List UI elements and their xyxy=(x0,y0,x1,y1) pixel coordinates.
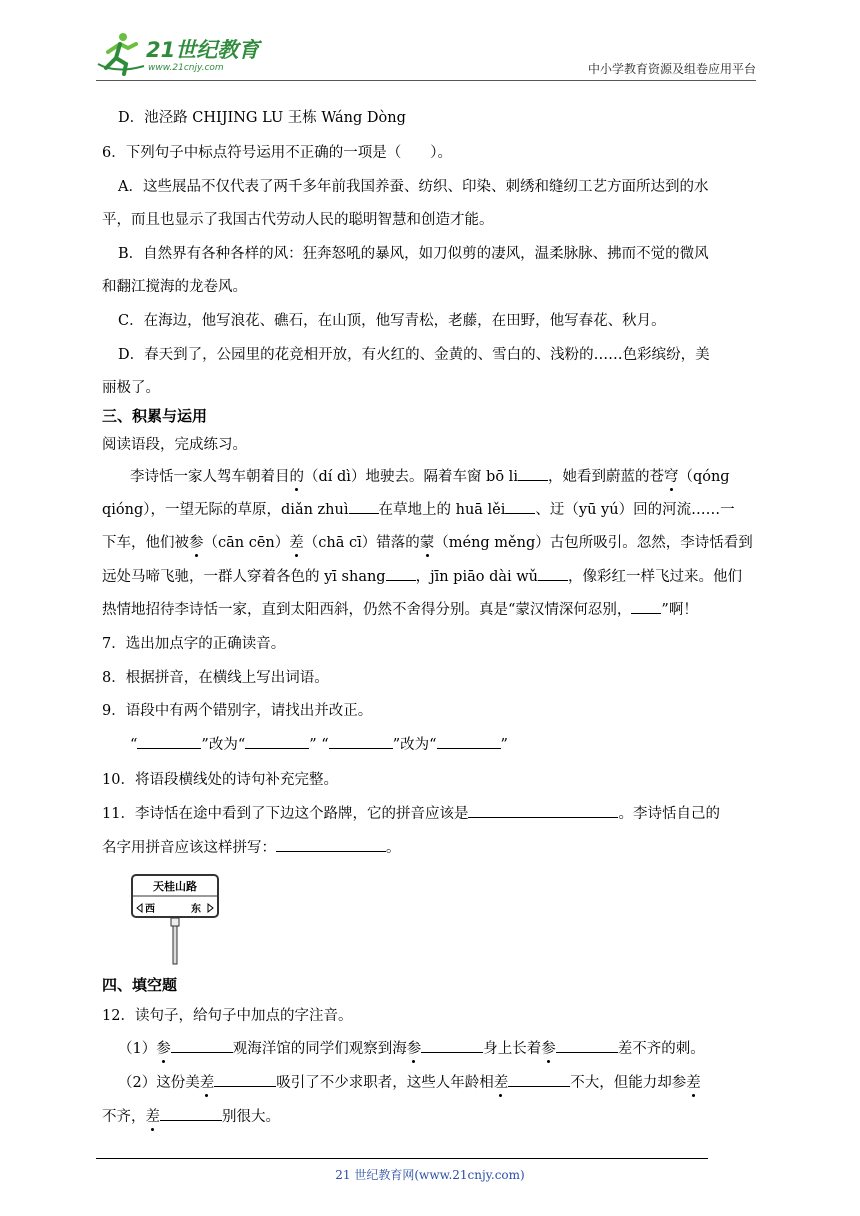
dotted-char: 的 xyxy=(289,469,304,485)
svg-text:21世纪教育: 21世纪教育 xyxy=(146,38,260,62)
option-b-line1: B．自然界有各种各样的风：狂奔怒吼的暴风，如刀似剪的凄风，温柔脉脉、拂而不觉的微风 xyxy=(118,246,709,262)
passage-line-2: qióng），一望无际的草原，diǎn zhuì 在草地上的 huā lěi 、迂（yū yú）回的河流……一 xyxy=(102,498,735,519)
answer-blank[interactable] xyxy=(421,1038,483,1053)
answer-blank[interactable] xyxy=(329,734,393,749)
dotted-char: 差 xyxy=(199,1075,215,1091)
question-6: 6．下列句子中标点符号运用不正确的一项是（ ）。 xyxy=(102,145,452,161)
footer-divider xyxy=(96,1158,708,1159)
answer-blank[interactable] xyxy=(538,566,568,581)
dotted-char: 参 xyxy=(406,1041,422,1057)
answer-blank[interactable] xyxy=(508,1072,570,1087)
reading-intro: 阅读语段，完成练习。 xyxy=(102,437,247,453)
passage-line-3: 下车，他们被参（cān cēn）差（chā cī）错落的蒙（méng měng）古包所吸引。忽然，李诗恬看到 xyxy=(102,535,753,551)
dotted-char: 穹 xyxy=(663,469,679,485)
answer-blank[interactable] xyxy=(386,566,416,581)
question-11-line2: 名字用拼音应该这样拼写： 。 xyxy=(102,836,401,857)
svg-text:www.21cnjy.com: www.21cnjy.com xyxy=(148,63,224,73)
answer-blank[interactable] xyxy=(245,734,309,749)
dotted-char: 差 xyxy=(493,1075,509,1091)
option-d-line2: 丽极了。 xyxy=(102,380,160,396)
dotted-char: 差 xyxy=(686,1075,701,1091)
header-divider xyxy=(96,80,756,81)
answer-blank[interactable] xyxy=(349,499,379,514)
option-c: C．在海边，他写浪花、礁石，在山顶，他写青松，老藤，在田野，他写春花、秋月。 xyxy=(118,313,666,329)
question-11-line1: 11．李诗恬在途中看到了下边这个路牌，它的拼音应该是 。李诗恬自己的 xyxy=(102,802,720,823)
dotted-char: 参 xyxy=(189,535,204,551)
question-7: 7．选出加点字的正确读音。 xyxy=(102,636,286,652)
dotted-char: 差 xyxy=(145,1109,160,1125)
dotted-char: 参 xyxy=(156,1041,171,1057)
dotted-char: 蒙 xyxy=(419,535,435,551)
answer-blank[interactable] xyxy=(468,803,618,818)
option-b-line2: 和翻江搅海的龙卷风。 xyxy=(102,279,247,295)
passage-line-4: 远处马啼飞驰，一群人穿着各色的 yī shang ，jīn piāo dài wǔ ，像彩红一样飞过来。他们 xyxy=(102,565,742,586)
footer-text: 21 世纪教育网(www.21cnjy.com) xyxy=(335,1168,525,1182)
road-sign-east: 东 xyxy=(191,904,201,915)
option-a-line2: 平，而且也显示了我国古代劳动人民的聪明智慧和创造才能。 xyxy=(102,212,494,228)
question-9: 9．语段中有两个错别字，请找出并改正。 xyxy=(102,703,373,719)
platform-label: 中小学教育资源及组卷应用平台 xyxy=(587,62,756,76)
logo xyxy=(96,30,266,76)
answer-blank[interactable] xyxy=(160,1106,222,1121)
answer-blank[interactable] xyxy=(214,1072,276,1087)
question-8: 8．根据拼音，在横线上写出词语。 xyxy=(102,670,329,686)
dotted-char: 差 xyxy=(289,535,304,551)
page-header xyxy=(96,30,756,80)
question-12-sentence-2-cont: 不齐，差 别很大。 xyxy=(102,1105,280,1126)
question-12-sentence-2: （2）这份美差 吸引了不少求职者，这些人年龄相差 不大，但能力却参差 xyxy=(118,1071,701,1092)
answer-blank[interactable] xyxy=(171,1038,233,1053)
passage-line-5: 热情地招待李诗恬一家，直到太阳西斜，仍然不舍得分别。真是“蒙汉情深何忍别， ”啊！ xyxy=(102,598,698,619)
option-a-line1: A．这些展品不仅代表了两千多年前我国养蚕、纺织、印染、刺绣和缝纫工艺方面所达到的水 xyxy=(118,179,709,195)
answer-blank[interactable] xyxy=(276,837,386,852)
question-12: 12．读句子，给句子中加点的字注音。 xyxy=(102,1008,353,1024)
question-10: 10．将语段横线处的诗句补充完整。 xyxy=(102,772,338,788)
option-d-q5: D．池泾路 CHIJING LU 王栋 Wáng Dòng xyxy=(118,110,406,126)
question-12-sentence-1: （1）参 观海洋馆的同学们观察到海参 身上长着参 差不齐的刺。 xyxy=(118,1037,705,1058)
answer-blank[interactable] xyxy=(437,734,501,749)
answer-blank[interactable] xyxy=(518,466,548,481)
section-4-title: 四、填空题 xyxy=(102,976,178,994)
runner-icon xyxy=(98,33,144,74)
passage-line-1: 李诗恬一家人驾车朝着目的（dí dì）地驶去。隔着车窗 bō li ，她看到蔚蓝的苍穹（qónɡ xyxy=(130,465,730,486)
question-9-answer: “ ”改为“ ” “ ”改为“ ” xyxy=(130,733,508,754)
road-sign-image xyxy=(131,874,219,966)
road-sign-west: 西 xyxy=(145,904,155,915)
option-d-line1: D．春天到了，公园里的花竞相开放，有火红的、金黄的、雪白的、浅粉的……色彩缤纷，美 xyxy=(118,347,710,363)
road-sign-title: 天桂山路 xyxy=(153,880,197,893)
dotted-char: 参 xyxy=(541,1041,556,1057)
answer-blank[interactable] xyxy=(556,1038,618,1053)
section-3-title: 三、积累与运用 xyxy=(102,407,208,425)
answer-blank[interactable] xyxy=(137,734,201,749)
answer-blank[interactable] xyxy=(505,499,535,514)
answer-blank[interactable] xyxy=(631,599,661,614)
